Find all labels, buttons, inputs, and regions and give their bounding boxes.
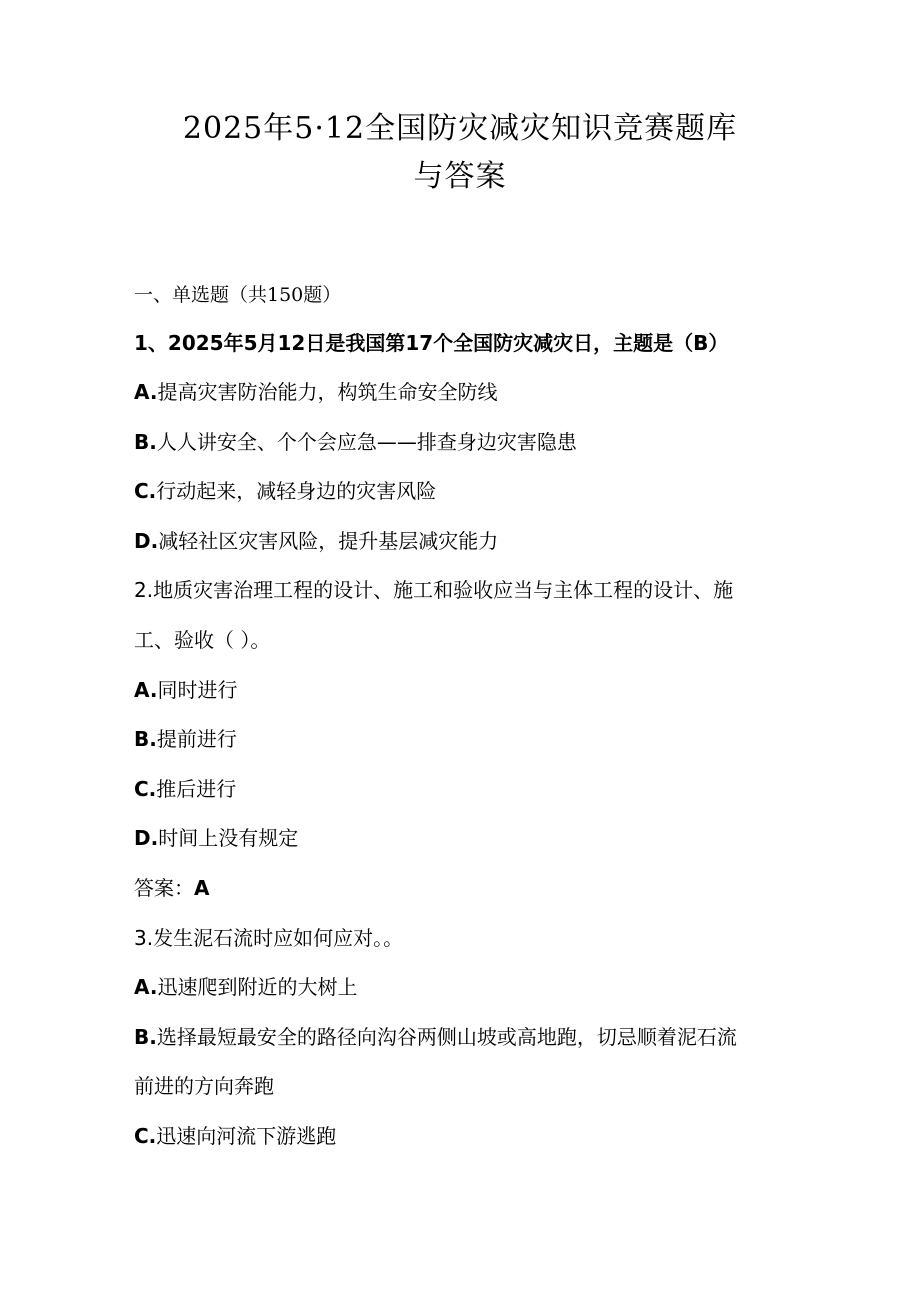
option-text: 迅速爬到附近的大树上	[157, 975, 358, 999]
question-1-option-d	[134, 531, 498, 551]
question-3-option-b-continued: 前进的方向奔跑	[134, 1074, 274, 1098]
document-title-line1: 2025年5·12全国防灾减灾知识竞赛题库	[182, 111, 738, 146]
question-1-option-b	[134, 432, 577, 452]
question-3-option-b	[134, 1027, 737, 1047]
option-label: C.	[134, 1124, 157, 1148]
question-2-option-c	[134, 779, 236, 799]
answer-value: A	[194, 876, 210, 900]
option-label: B.	[134, 1025, 157, 1049]
option-text: 迅速向河流下游逃跑	[156, 1124, 337, 1148]
document-title-line2: 与答案	[413, 159, 507, 194]
option-label: A.	[134, 678, 158, 702]
section-heading: 一、单选题（共150题）	[134, 284, 342, 306]
question-2-stem-line2: 工、验收（ ）。	[134, 628, 271, 652]
option-label: B.	[134, 430, 157, 454]
option-text: 选择最短最安全的路径向沟谷两侧山坡或高地跑，切忌顺着泥石流	[156, 1025, 737, 1049]
option-label: B.	[134, 727, 157, 751]
option-text: 时间上没有规定	[158, 826, 299, 850]
answer-label: 答案：	[134, 876, 194, 900]
option-text: 提前进行	[156, 727, 237, 751]
question-2-stem-line1: 2.地质灾害治理工程的设计、施工和验收应当与主体工程的设计、施	[134, 578, 734, 602]
option-label: C.	[134, 479, 157, 503]
option-label: A.	[134, 380, 158, 404]
question-3-option-c	[134, 1126, 336, 1146]
option-label: A.	[134, 975, 158, 999]
question-1-stem: 1、2025年5月12日是我国第17个全国防灾减灾日，主题是（B）	[134, 331, 729, 355]
question-2-option-b	[134, 729, 237, 749]
question-2-option-d	[134, 828, 298, 848]
option-text: 提高灾害防治能力，构筑生命安全防线	[157, 380, 498, 404]
option-text: 行动起来，减轻身边的灾害风险	[156, 479, 437, 503]
option-label: C.	[134, 777, 157, 801]
question-2-answer	[134, 878, 209, 898]
option-text: 同时进行	[157, 678, 238, 702]
question-3-stem: 3.发生泥石流时应如何应对。。	[134, 926, 404, 950]
option-label: D.	[134, 529, 159, 553]
question-1-option-c	[134, 481, 436, 501]
option-text: 推后进行	[156, 777, 237, 801]
option-text: 人人讲安全、个个会应急——排查身边灾害隐患	[156, 430, 577, 454]
question-1-option-a	[134, 382, 497, 402]
question-3-option-a	[134, 977, 357, 997]
option-text: 减轻社区灾害风险，提升基层减灾能力	[158, 529, 499, 553]
option-label: D.	[134, 826, 159, 850]
question-2-option-a	[134, 680, 237, 700]
